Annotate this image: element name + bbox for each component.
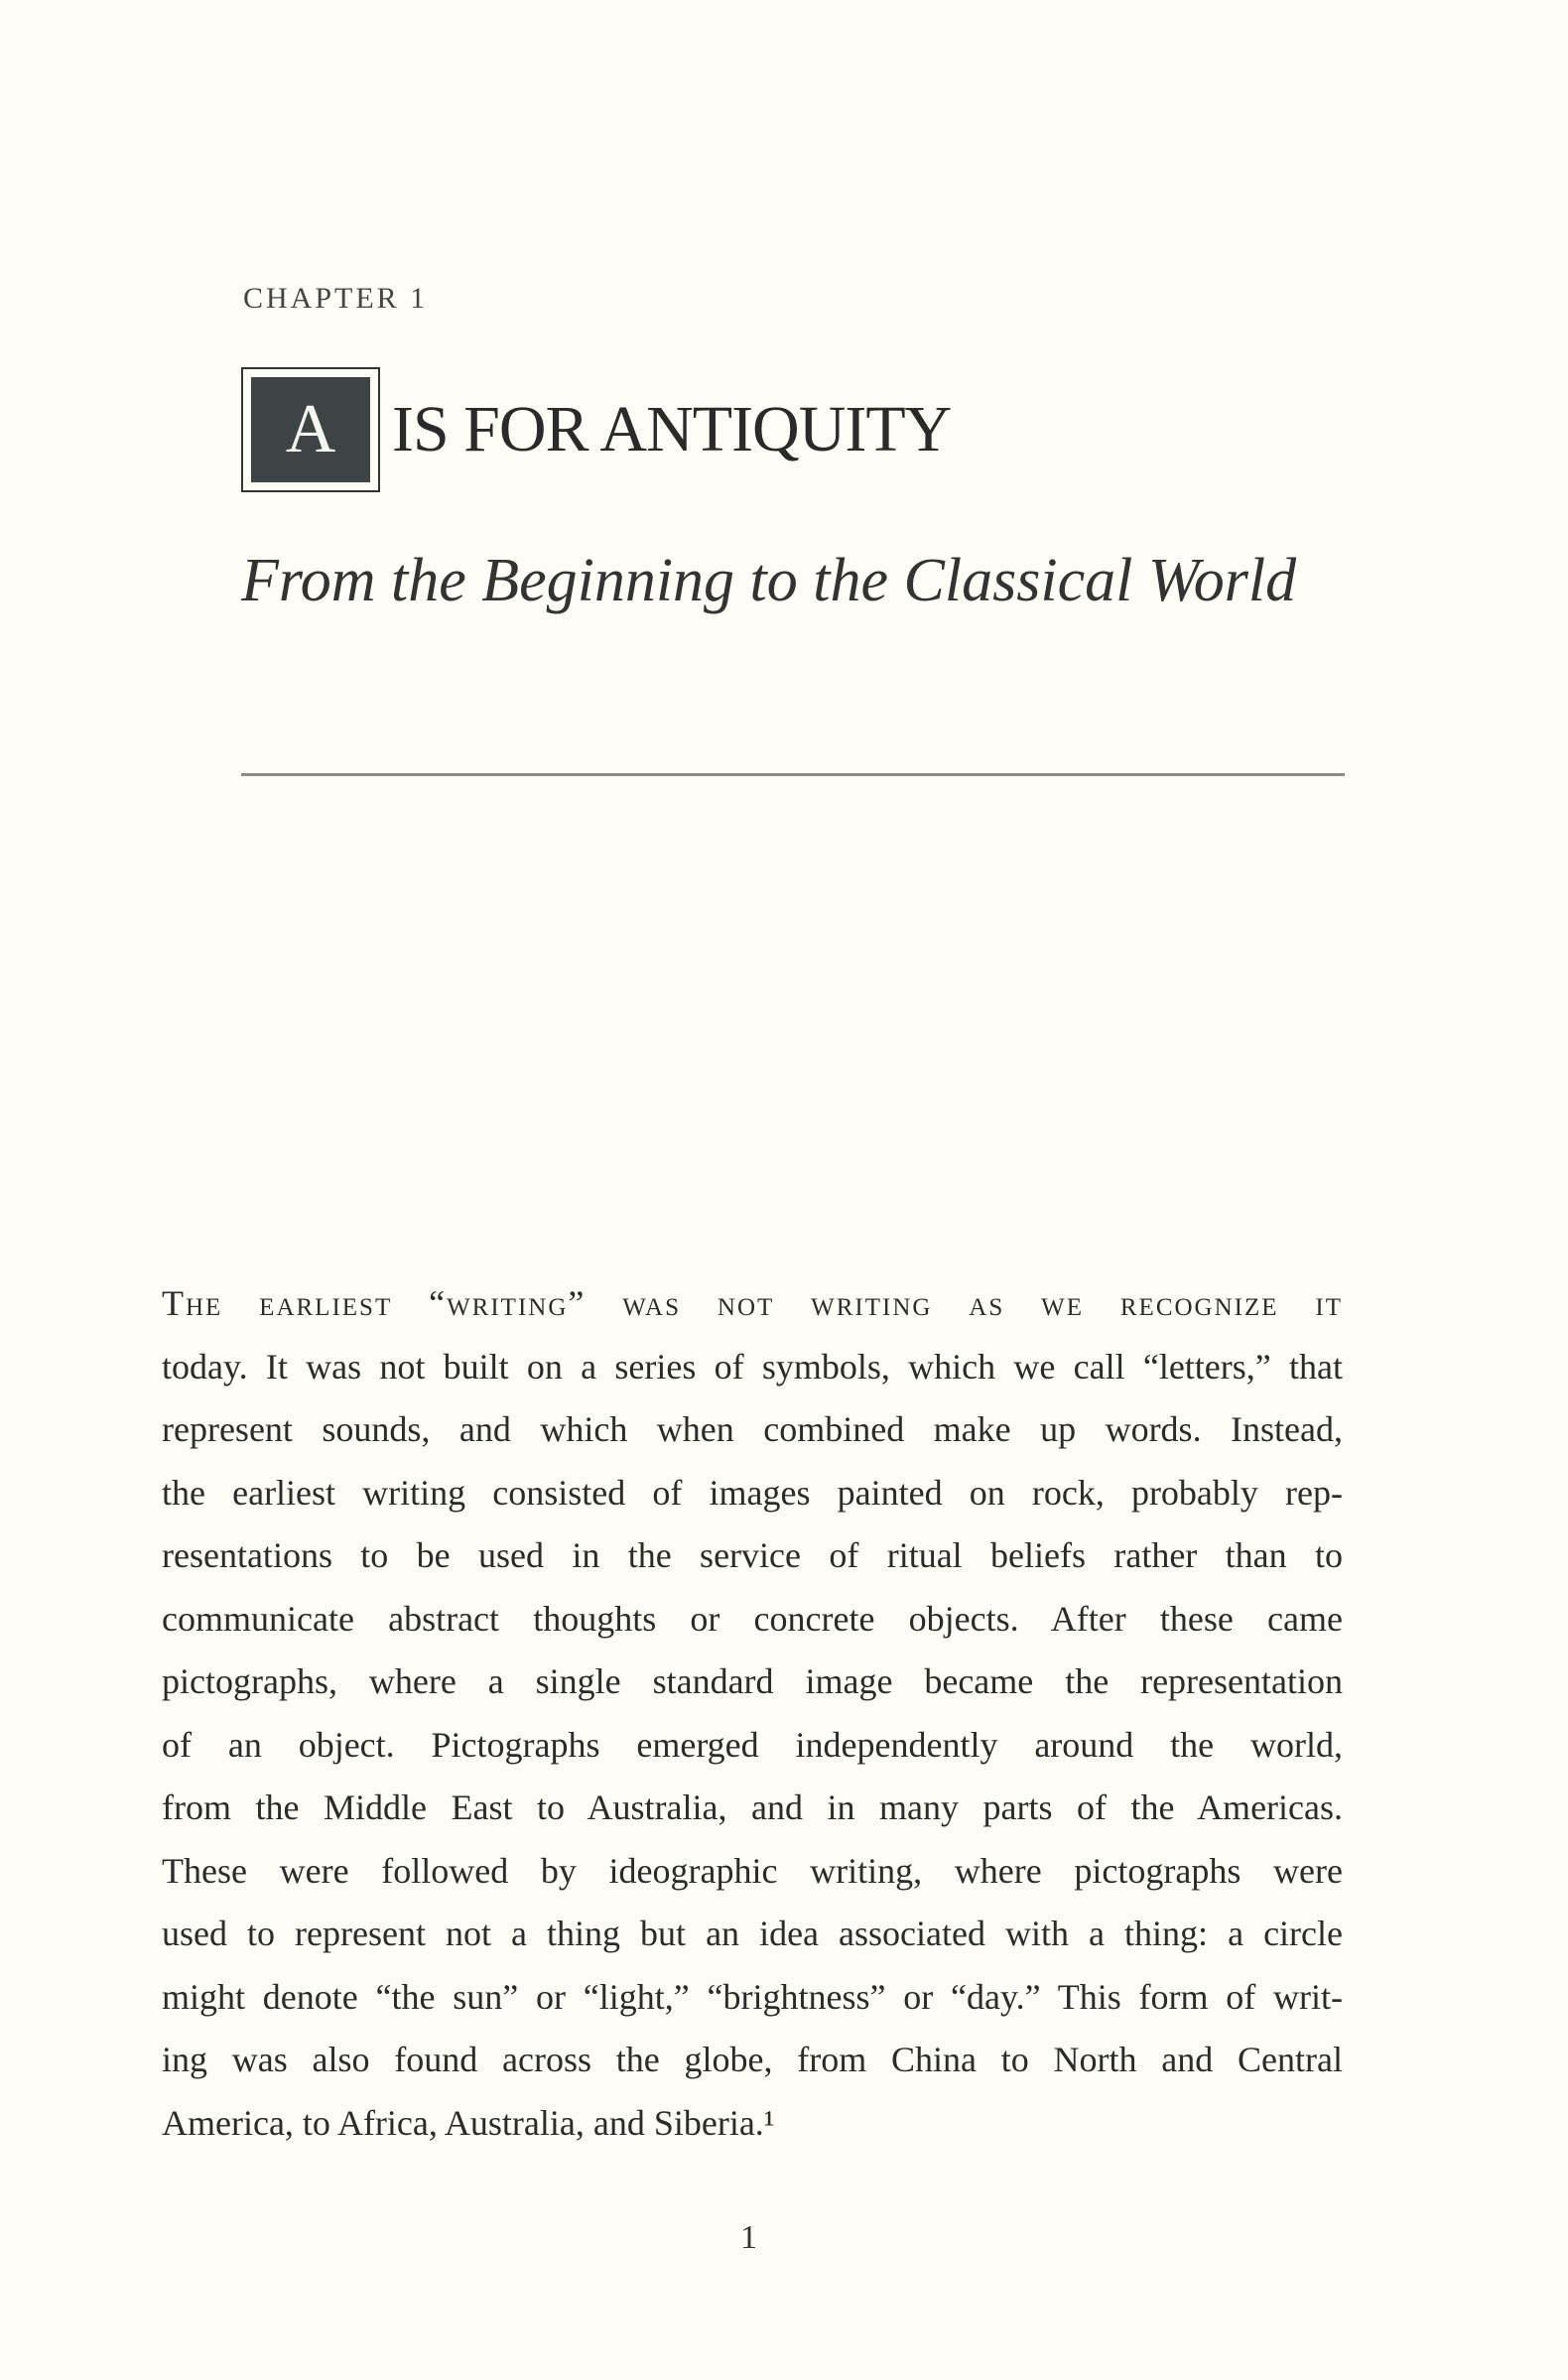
body-line: resentations to be used in the service of ritual beliefs rather than to bbox=[162, 1535, 1343, 1575]
chapter-subtitle: From the Beginning to the Classical World bbox=[241, 547, 1297, 614]
opening-line: The earliest “writing” was not writing as we recognize it bbox=[162, 1283, 1343, 1323]
body-line: These were followed by ideographic writing, where pictographs were bbox=[162, 1850, 1343, 1891]
chapter-title: IS FOR ANTIQUITY bbox=[392, 393, 952, 465]
horizontal-rule bbox=[241, 773, 1345, 776]
body-line: today. It was not built on a series of symbols, which we call “letters,” that bbox=[162, 1346, 1343, 1387]
page-number: 1 bbox=[740, 2219, 757, 2256]
body-paragraph bbox=[162, 1272, 1343, 2155]
body-line: represent sounds, and which when combined make up words. Instead, bbox=[162, 1409, 1343, 1449]
decorative-initial: A bbox=[251, 377, 370, 482]
decorative-initial-box bbox=[241, 367, 380, 492]
body-line: of an object. Pictographs emerged independently around the world, bbox=[162, 1724, 1343, 1765]
body-line: ing was also found across the globe, from China to North and Central bbox=[162, 2040, 1343, 2079]
body-line: from the Middle East to Australia, and in many parts of the Americas. bbox=[162, 1787, 1343, 1827]
body-line: America, to Africa, Australia, and Siberia.¹ bbox=[162, 2102, 775, 2143]
chapter-title-row bbox=[241, 367, 951, 492]
body-line: pictographs, where a single standard image became the representation bbox=[162, 1661, 1343, 1701]
body-line: the earliest writing consisted of images painted on rock, probably rep- bbox=[162, 1472, 1343, 1513]
body-line: communicate abstract thoughts or concrete objects. After these came bbox=[162, 1598, 1343, 1639]
body-line: used to represent not a thing but an idea associated with a thing: a circle bbox=[162, 1914, 1343, 1953]
body-line: might denote “the sun” or “light,” “brightness” or “day.” This form of writ- bbox=[162, 1976, 1343, 2017]
chapter-label: CHAPTER 1 bbox=[243, 282, 429, 315]
